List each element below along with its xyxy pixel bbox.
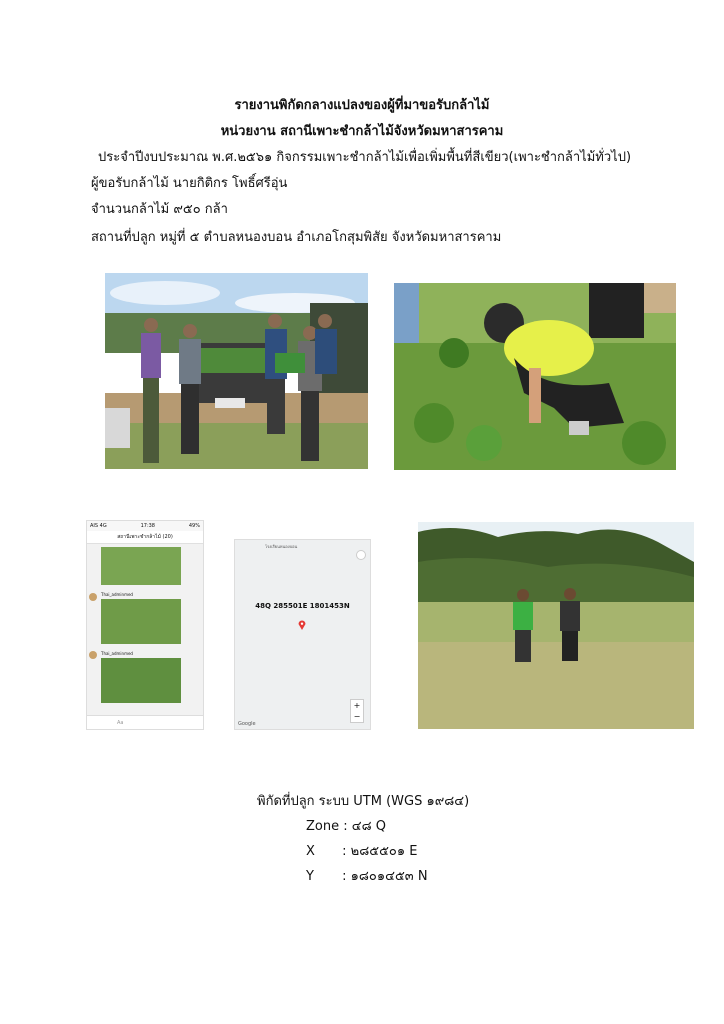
chat-input-bar — [87, 715, 203, 729]
zone-value: ๔๘ Q — [351, 819, 386, 834]
chat-header — [87, 531, 203, 544]
agency-subtitle: หน่วยงาน สถานีเพาะชำกล้าไม้จังหวัดมหาสารคาม — [220, 124, 504, 139]
chat-photo-3 — [101, 658, 181, 703]
zoom-controls — [350, 699, 364, 723]
quantity-line: จำนวนกล้าไม้ ๙๕๐ กล้า — [91, 202, 228, 217]
utm-label: 48Q 285501E 1801453N — [255, 602, 350, 610]
zoom-out-icon: − — [353, 712, 361, 721]
photo-planting-site — [418, 522, 694, 729]
report-title: รายงานพิกัดกลางแปลงของผู้ที่มาขอรับกล้าไม้ — [234, 98, 490, 113]
map-place-label: โรงเรียนหนองบอน — [265, 544, 298, 549]
photo-seedling-handover — [105, 273, 368, 469]
zone-label: Zone : — [306, 819, 348, 834]
zone-row — [306, 815, 386, 836]
photo-planting-seedling — [394, 283, 676, 470]
y-label: Y — [306, 869, 314, 884]
photo-map-screenshot — [234, 539, 371, 730]
avatar — [89, 651, 97, 659]
requester-line: ผู้ขอรับกล้าไม้ นายกิติกร โพธิ์ศรีอุ่น — [91, 176, 288, 191]
chat-photo-1 — [101, 547, 181, 585]
zoom-in-icon: + — [353, 701, 361, 710]
locate-icon — [356, 550, 366, 560]
map-pin-icon — [298, 620, 306, 630]
sender-name: Thai_adminmed — [101, 651, 133, 656]
message-input: Aa — [117, 719, 124, 726]
x-value: : ๒๘๕๕๐๑ E — [342, 844, 418, 859]
location-line: สถานที่ปลูก หมู่ที่ ๕ ตำบลหนองบอน อำเภอโกสุมพิสัย จังหวัดมหาสารคาม — [91, 230, 502, 245]
budget-line: ประจำปีงบประมาณ พ.ศ.๒๕๖๑ กิจกรรมเพาะชำกล้าไม้เพื่อเพิ่มพื้นที่สีเขียว(เพาะชำกล้าไม้ทั่วไป) — [98, 150, 632, 165]
chat-title: สถานีเพาะชำกล้าไม้ (20) — [117, 534, 173, 540]
y-row — [306, 865, 428, 886]
map-attribution: Google — [238, 721, 256, 727]
chat-photo-2 — [101, 599, 181, 644]
x-label: X — [306, 844, 315, 859]
phone-status-bar — [87, 521, 203, 531]
y-value: : ๑๘๐๑๔๕๓ N — [342, 869, 428, 884]
photo-chat-screenshot — [86, 520, 204, 730]
sender-name: Thai_adminmed — [101, 592, 133, 597]
avatar — [89, 593, 97, 601]
x-row — [306, 840, 417, 861]
battery-label: 49% — [188, 523, 200, 529]
carrier-label: AIS 4G — [90, 523, 107, 529]
coordinates-heading: พิกัดที่ปลูก ระบบ UTM (WGS ๑๙๘๔) — [257, 794, 470, 809]
clock-label: 17:38 — [140, 523, 155, 529]
